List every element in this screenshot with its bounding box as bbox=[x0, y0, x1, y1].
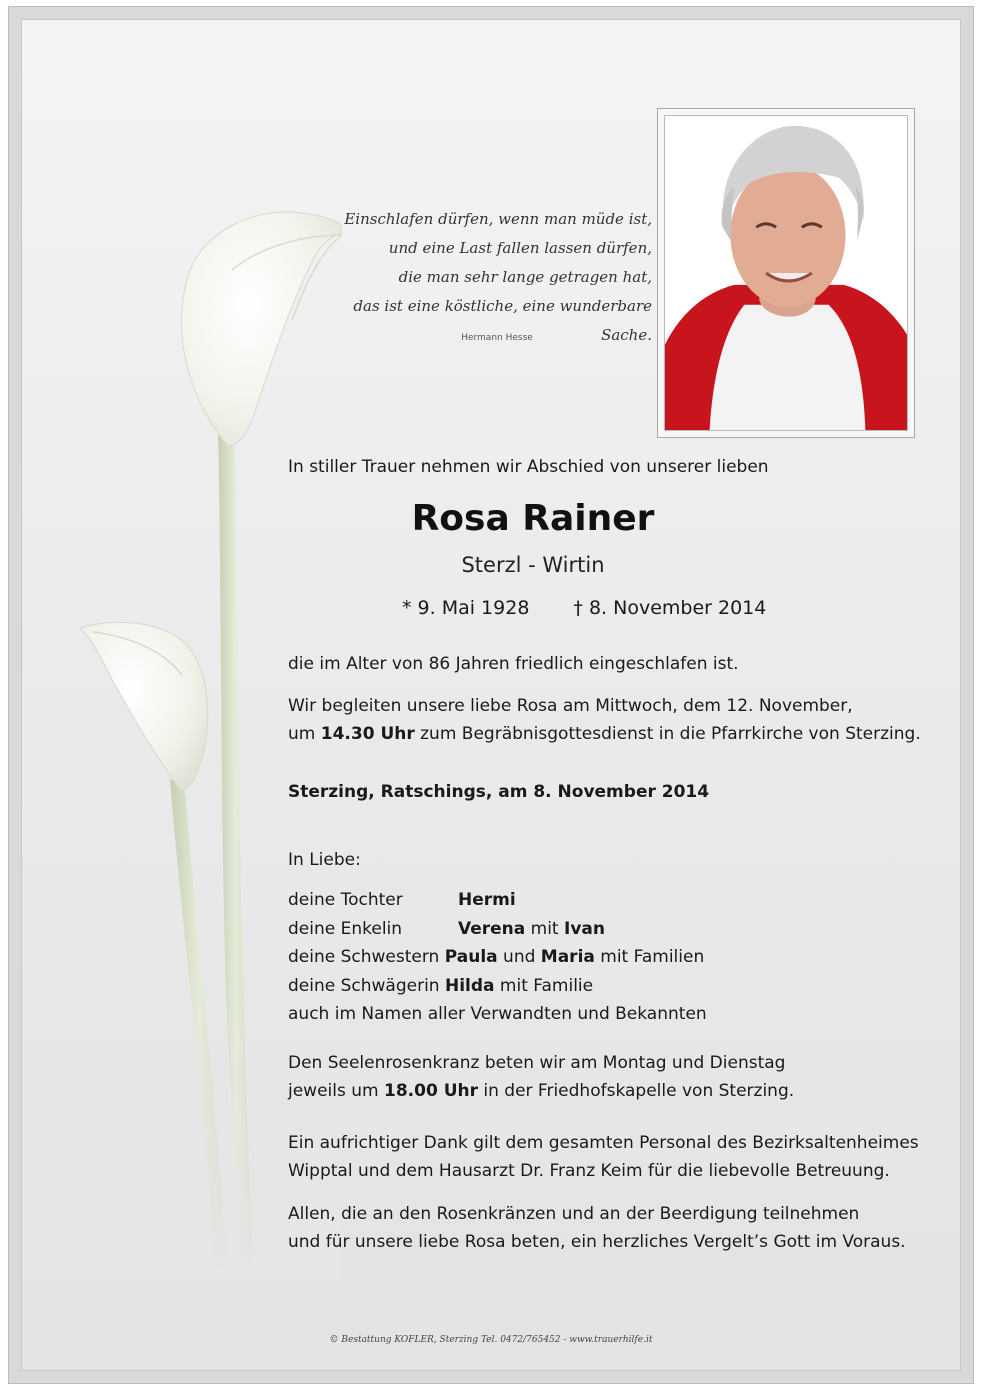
quote-line: das ist eine köstliche, eine wunderbare Sache. bbox=[353, 297, 652, 344]
family-list bbox=[288, 886, 707, 1029]
quote-line: Einschlafen dürfen, wenn man müde ist, bbox=[344, 210, 652, 228]
footer-credit: © Bestattung KOFLER, Sterzing Tel. 0472/765452 - www.trauerhilfe.it bbox=[329, 1335, 653, 1345]
funeral-line-1: Wir begleiten unsere liebe Rosa am Mittwoch, dem 12. November, bbox=[288, 696, 853, 716]
quote-line: die man sehr lange getragen hat, bbox=[398, 268, 652, 286]
relation: deine Tochter bbox=[288, 890, 403, 910]
family-row bbox=[288, 1000, 707, 1029]
conjunction: und bbox=[497, 947, 541, 967]
funeral-line-2-post: zum Begräbnisgottesdienst in die Pfarrkirche von Sterzing. bbox=[414, 724, 921, 744]
family-row bbox=[288, 886, 707, 915]
rosary-time: 18.00 Uhr bbox=[384, 1081, 478, 1101]
rosary-line-2 bbox=[288, 1077, 794, 1105]
family-name: Verena bbox=[458, 918, 526, 939]
age-line: die im Alter von 86 Jahren friedlich eingeschlafen ist. bbox=[288, 654, 739, 674]
relation: deine Enkelin bbox=[288, 918, 403, 939]
death-date: † 8. November 2014 bbox=[573, 597, 767, 619]
relation: deine Schwestern bbox=[288, 947, 445, 967]
rosary-line-2-post: in der Friedhofskapelle von Sterzing. bbox=[477, 1081, 795, 1101]
closing-notice bbox=[288, 1200, 906, 1256]
funeral-time: 14.30 Uhr bbox=[320, 724, 415, 744]
conjunction: mit bbox=[525, 918, 565, 939]
deceased-name: Rosa Rainer bbox=[411, 498, 655, 539]
hesse-quote bbox=[322, 205, 652, 350]
funeral-line-2-pre: um bbox=[288, 724, 321, 744]
rosary-notice bbox=[288, 1049, 794, 1105]
family-name: Hermi bbox=[458, 890, 516, 910]
deceased-subtitle: Sterzl - Wirtin bbox=[461, 553, 605, 577]
relation: auch im Namen aller Verwandten und Bekannten bbox=[288, 1004, 707, 1024]
relation: deine Schwägerin bbox=[288, 975, 445, 996]
rosary-line-2-pre: jeweils um bbox=[288, 1081, 384, 1101]
family-row bbox=[288, 972, 707, 1001]
funeral-notice bbox=[288, 692, 921, 748]
birth-date: * 9. Mai 1928 bbox=[402, 597, 530, 619]
family-name: Paula bbox=[444, 947, 498, 967]
thanks-line-2: Wipptal und dem Hausarzt Dr. Franz Keim für die liebevolle Betreuung. bbox=[288, 1161, 890, 1181]
family-heading: In Liebe: bbox=[288, 850, 361, 870]
closing-line-2: und für unsere liebe Rosa beten, ein herzliches Vergelt’s Gott im Voraus. bbox=[288, 1232, 906, 1252]
death-notice-card bbox=[21, 19, 961, 1371]
life-dates bbox=[402, 597, 766, 619]
thanks-notice bbox=[288, 1129, 919, 1185]
family-name: Hilda bbox=[444, 975, 495, 996]
quote-line: und eine Last fallen lassen dürfen, bbox=[388, 239, 652, 257]
notice-frame bbox=[8, 6, 974, 1384]
funeral-line-2 bbox=[288, 720, 921, 748]
family-row bbox=[288, 943, 707, 972]
family-name: Maria bbox=[540, 947, 595, 967]
family-tail: mit Familie bbox=[494, 975, 594, 996]
family-name: Ivan bbox=[564, 918, 605, 939]
thanks-line-1: Ein aufrichtiger Dank gilt dem gesamten Personal des Bezirksaltenheimes bbox=[288, 1133, 919, 1153]
portrait-photo bbox=[664, 115, 908, 431]
family-tail: mit Familien bbox=[594, 947, 705, 967]
closing-line-1: Allen, die an den Rosenkränzen und an der Beerdigung teilnehmen bbox=[288, 1204, 860, 1224]
place-date: Sterzing, Ratschings, am 8. November 2014 bbox=[288, 782, 710, 802]
portrait-frame bbox=[657, 108, 915, 438]
rosary-line-1: Den Seelenrosenkranz beten wir am Montag und Dienstag bbox=[288, 1053, 786, 1073]
family-row bbox=[288, 915, 707, 944]
intro-text: In stiller Trauer nehmen wir Abschied von unserer lieben bbox=[288, 457, 769, 477]
quote-author: Hermann Hesse bbox=[461, 333, 533, 343]
